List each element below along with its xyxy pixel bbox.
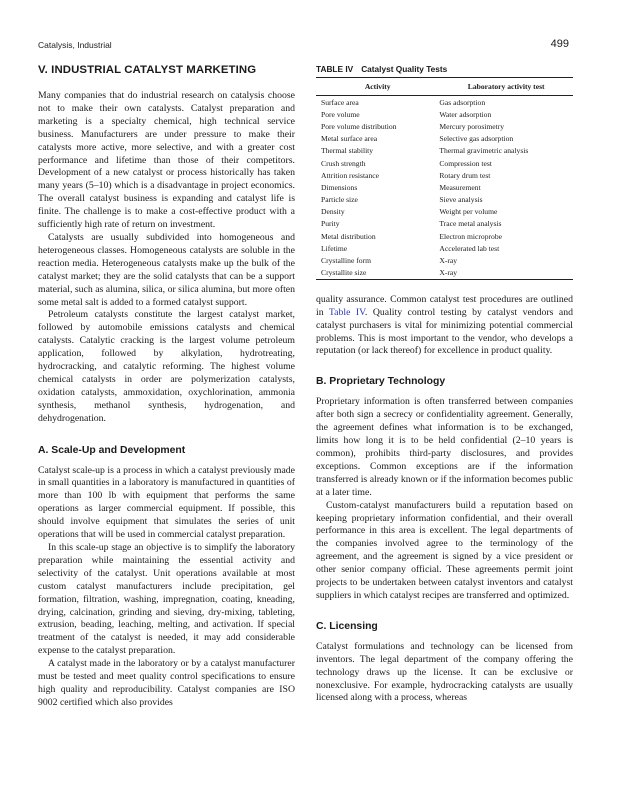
table-row (316, 108, 573, 120)
cell-lab-test: Water adsorption (439, 109, 492, 119)
paragraph: Catalysts are usually subdivided into homogeneous and heterogeneous classes. Homogeneous catalysts are soluble in the reaction media. Heterogeneous catalysts make up the bulk of the catalyst market; they are the solid catalysts that can be a support material, such as alumina, silica, or silica alumina, but more often some metal salt is added to a formed catalyst support. (38, 231, 295, 308)
column-header-lab-test: Laboratory activity test (439, 78, 573, 96)
cell-lab-test: Thermal gravimetric analysis (439, 146, 529, 156)
cell-activity: Attrition resistance (321, 170, 379, 180)
cell-lab-test: X-ray (439, 256, 458, 266)
cell-lab-test: Electron microprobe (439, 231, 502, 241)
table-row (316, 120, 573, 132)
section-title: V. INDUSTRIAL CATALYST MARKETING (38, 64, 257, 76)
table-row (316, 157, 573, 169)
cell-lab-test: X-ray (439, 268, 458, 278)
table-row (316, 133, 573, 145)
cell-lab-test: Trace metal analysis (439, 219, 502, 229)
paragraph: Proprietary information is often transferred between companies after both sign a secrecy or confidentiality agreement. Generally, the agreement defines what information is to be exchanged, limits how long it is to be held confidential (2–10 years is common), prohibits third-party disclosures, and provides exceptions. Common exceptions are if the information transferred is already known or if the information becomes public at a later time. (316, 396, 573, 498)
paragraph: In this scale-up stage an objective is to simplify the laboratory preparation while maintaining the essential activity and selectivity of the catalyst. Unit operations available at most custom catalyst manufacturers include precipitation, gel formation, filtration, washing, impregnation, coating, kneading, drying, calcination, grinding and sieving, dry-mixing, tableting, extrusion, beading, leaching, melting, and activation. If special treatment of the catalyst is needed, it may add considerable expense to the catalyst preparation. (38, 542, 295, 657)
subsection-title-licensing: C. Licensing (316, 620, 378, 632)
table-row (316, 230, 573, 242)
cell-activity: Purity (321, 219, 340, 229)
cell-activity: Density (321, 207, 345, 217)
cell-activity: Crystallite size (321, 268, 367, 278)
right-column (316, 62, 573, 705)
cell-activity: Metal distribution (321, 231, 376, 241)
table-row (316, 145, 573, 157)
table-body (316, 96, 573, 280)
table-row (316, 254, 573, 266)
subsection-title-proprietary: B. Proprietary Technology (316, 376, 446, 388)
cell-lab-test: Rotary drum test (439, 170, 491, 180)
cell-lab-test: Gas adsorption (439, 97, 486, 107)
table-row (316, 194, 573, 206)
paragraph: Many companies that do industrial research on catalysis choose not to make their own catalysts. Catalyst preparation and marketing is a specialty chemical, high technical service business. Manufacturers are under pressure to make their catalysts more active, more selective, and with a greater cost performance and lifetime than those of their competitors. Development of a new catalyst or process historically has taken many years (5–10) which is a disadvantage in project economics. The overall catalyst business is expanding and catalyst life is finite. The challenge is to make a cost-effective product with a sufficiently high rate of return on investment. (38, 90, 295, 231)
cell-lab-test: Measurement (439, 182, 481, 192)
cell-activity: Lifetime (321, 243, 348, 253)
table-header-row (316, 78, 573, 96)
table-row (316, 242, 573, 254)
subsection-title-scale-up: A. Scale-Up and Development (38, 444, 186, 456)
cell-activity: Pore volume (321, 109, 360, 119)
table-row (316, 267, 573, 280)
column-header-activity: Activity (316, 78, 439, 96)
cell-lab-test: Compression test (439, 158, 492, 168)
cell-lab-test: Accelerated lab test (439, 243, 500, 253)
page-number: 499 (550, 38, 569, 50)
table-row (316, 206, 573, 218)
paragraph: Petroleum catalysts constitute the largest catalyst market, followed by automobile emissions catalysts and chemical catalysts. Catalytic cracking is the largest volume petroleum application, followed by alkylation, hydrotreating, hydrocracking, and catalytic reforming. The highest volume chemical catalysts in order are polymerization catalysts, oxidation catalysts, ammoxidation, oxychlorination, ammonia synthesis, methanol synthesis, hydrogenation, and dehydrogenation. (38, 309, 295, 424)
cell-activity: Crush strength (321, 158, 366, 168)
cell-activity: Pore volume distribution (321, 121, 397, 131)
paragraph (316, 294, 573, 359)
cell-activity: Dimensions (321, 182, 358, 192)
table-label: TABLE IV (316, 64, 354, 74)
cell-activity: Crystalline form (321, 256, 371, 266)
left-column (38, 62, 295, 710)
paragraph: Custom-catalyst manufacturers build a reputation based on keeping proprietary information confidential, and their overall performance in this area is excellent. The legal departments of the companies involved agree to the terminology of the agreement, and the agreement is signed by a vice president or other senior company official. These agreements permit joint projects to be undertaken between catalyst inventors and catalyst suppliers in which catalyst recipes are transferred and optimized. (316, 499, 573, 601)
cell-activity: Thermal stability (321, 146, 374, 156)
paragraph: A catalyst made in the laboratory or by a catalyst manufacturer must be tested and meet quality control specifications to ensure high quality and reproducibility. Catalyst companies are ISO 9002 certified which also provides (38, 658, 295, 708)
paragraph: Catalyst formulations and technology can be licensed from inventors. The legal department of the company offering the technology draws up the license. It can be exclusive or nonexclusive. For example, hydrocracking catalysts are usually licensed along with a process, whereas (316, 640, 573, 704)
cell-lab-test: Weight per volume (439, 207, 498, 217)
table-row (316, 181, 573, 193)
continuation-text: . Quality control testing by catalyst vendors and catalyst purchasers is vital for minimizing potential commercial problems. This is most important to the vendor, who develops a reputation (or lack thereof) for excellence in product quality. (316, 306, 574, 357)
cell-lab-test: Selective gas adsorption (439, 134, 514, 144)
table-row (316, 96, 573, 109)
table-reference-link[interactable]: Table IV (328, 306, 365, 318)
cell-lab-test: Sieve analysis (439, 195, 483, 205)
cell-activity: Surface area (321, 97, 359, 107)
table-row (316, 218, 573, 230)
cell-lab-test: Mercury porosimetry (439, 121, 505, 131)
cell-activity: Particle size (321, 195, 358, 205)
paragraph: Catalyst scale-up is a process in which a catalyst previously made in small quantities in a laboratory is manufactured in quantities of more than 100 lb with equipment that performs the same operations as larger commercial equipment. If possible, this should involve equipment that simulates the series of unit operations that will be used in commercial catalyst preparation. (38, 464, 295, 541)
cell-activity: Metal surface area (321, 134, 378, 144)
table-caption (316, 64, 573, 74)
table-row (316, 169, 573, 181)
continuation-text: quality assurance. Common catalyst test procedures are outlined in (316, 293, 573, 318)
quality-tests-table (316, 77, 573, 280)
running-head: Catalysis, Industrial (38, 40, 112, 50)
table-title: Catalyst Quality Tests (361, 64, 448, 74)
